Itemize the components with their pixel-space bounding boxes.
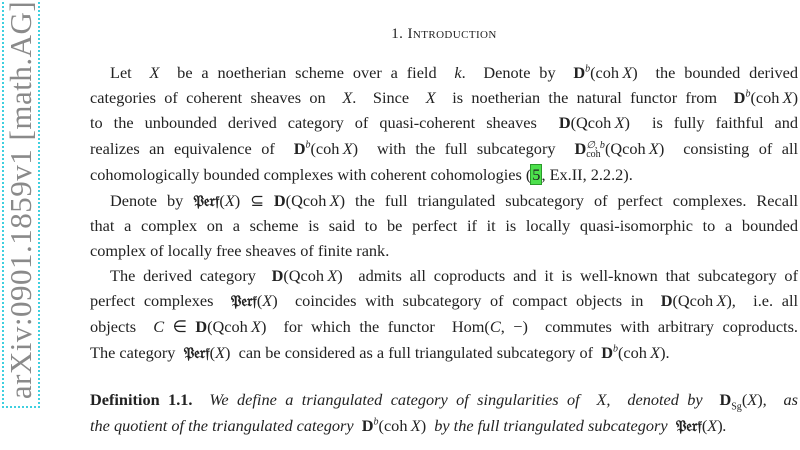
paragraph-1-line-3: to the unbounded derived category of quasi-coherent sheaves D(Qcoh X) is fully faithful and — [90, 113, 798, 132]
definition-line-2: the quotient of the triangulated category $D^b(coh$ X) by the full triangulated subcategory 𝔓𝔢𝔯𝔣(X). — [90, 416, 727, 435]
section-heading — [90, 26, 798, 43]
paragraph-3-line-4: The category 𝔓𝔢𝔯𝔣(X) can be considered as a full triangulated subcategory of $D^b(coh$ X). — [90, 343, 670, 362]
paragraph-3-line-1: The derived category D(Qcoh X) admits all coproducts and it is well-known that subcategory of — [110, 266, 798, 285]
paragraph-2-line-3: complex of locally free sheaves of finite rank. — [90, 241, 390, 260]
definition-line-1: Definition 1.1. We define a triangulated category of singularities of X, denoted by $D_{Sg}(X)$, as — [90, 390, 798, 413]
paragraph-2-line-1: Denote by 𝔓𝔢𝔯𝔣(X) ⊆ D(Qcoh X) the full triangulated subcategory of perfect complexes. Recall — [110, 191, 799, 210]
paragraph-1-line-5: cohomologically bounded complexes with coherent cohomologies (5, Ex.II, 2.2.2). — [90, 165, 633, 184]
paragraph-1-line-1: Let X be a noetherian scheme over a field k. Denote by $D^b(coh$ X) the bounded derived — [110, 63, 799, 82]
paragraph-3-line-3: objects C ∈ D(Qcoh X) for which the functor Hom(C, −) commutes with arbitrary coproducts. — [90, 317, 798, 336]
paragraph-3-line-2: perfect complexes 𝔓𝔢𝔯𝔣(X) coincides with subcategory of compact objects in D(Qcoh X), i.e. all — [90, 291, 798, 310]
section-number: 1. — [391, 26, 404, 42]
paragraph-2-line-2: that a complex on a scheme is said to be perfect if it is locally quasi-isomorphic to a bounded — [90, 216, 798, 235]
arxiv-identifier[interactable]: arXiv:0901.1859v1 [math.AG] — [3, 0, 38, 400]
citation-link[interactable]: 5 — [532, 165, 541, 184]
paragraph-1-line-2: categories of coherent sheaves on X. Since X is noetherian the natural functor from $D^b(coh$ X) — [90, 88, 799, 107]
definition-label: Definition 1.1. — [90, 390, 193, 409]
paragraph-1-line-4: realizes an equivalence of $D^b(coh$ X) with the full subcategory D ∅, b coh (Qcoh X) consisting of all — [90, 139, 798, 161]
section-title: Introduction — [407, 26, 497, 42]
